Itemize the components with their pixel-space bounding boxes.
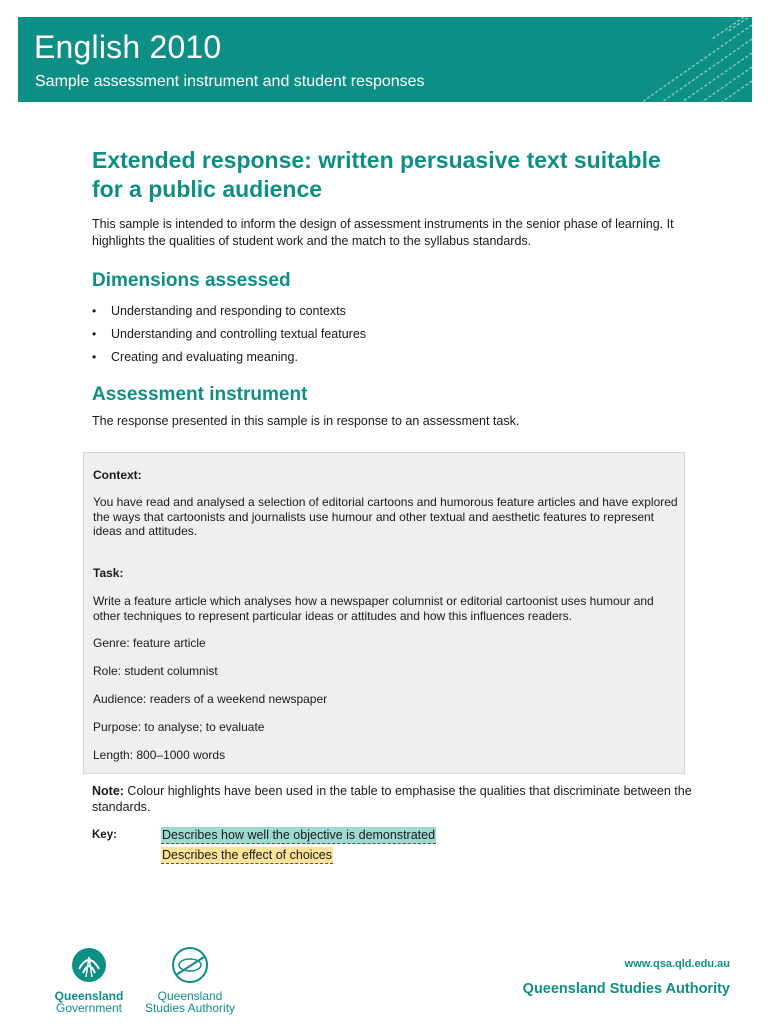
banner-stripes-decoration [632, 17, 752, 102]
purpose-text: Purpose: to analyse; to evaluate [93, 720, 265, 734]
qsa-line2: Studies Authority [144, 1001, 236, 1015]
qsa-line1: Queensland [157, 989, 223, 1003]
footer-org-name: Queensland Studies Authority [522, 981, 730, 997]
key-item-effect: Describes the effect of choices [162, 848, 332, 862]
qg-line1: Queensland [54, 989, 124, 1003]
note-paragraph [92, 783, 692, 815]
genre-text: Genre: feature article [93, 636, 206, 650]
qsa-logo [140, 945, 240, 1015]
note-text: Colour highlights have been used in the table to emphasise the qualities that discriminate between the standards. [92, 784, 692, 814]
main-heading: Extended response: written persuasive text suitable for a public audience [92, 147, 661, 202]
note-label: Note: [92, 784, 124, 798]
header-banner [18, 17, 752, 102]
task-label: Task: [93, 566, 124, 580]
role-text: Role: student columnist [93, 664, 218, 678]
bullet-icon: • [92, 304, 97, 318]
context-label: Context: [93, 468, 142, 482]
list-item: • Understanding and responding to contexts [92, 300, 366, 323]
dimensions-list [92, 300, 366, 369]
assessment-intro: The response presented in this sample is in response to an assessment task. [92, 414, 520, 428]
audience-text: Audience: readers of a weekend newspaper [93, 692, 328, 706]
dimensions-heading: Dimensions assessed [92, 270, 291, 291]
assessment-heading: Assessment instrument [92, 384, 308, 405]
task-text: Write a feature article which analyses how a newspaper columnist or editorial cartoonist uses humour and other techniques to represent particular ideas or attitudes and how this influences readers. [93, 594, 654, 623]
length-text: Length: 800–1000 words [93, 748, 226, 762]
key-item-objective: Describes how well the objective is demonstrated [162, 828, 436, 842]
qg-line2: Government [55, 1001, 123, 1015]
qsa-emblem-icon [168, 945, 212, 985]
task-box [83, 452, 685, 774]
list-item: • Creating and evaluating meaning. [92, 346, 366, 369]
intro-paragraph: This sample is intended to inform the design of assessment instruments in the senior phase of learning. It highlights the qualities of student work and the match to the syllabus standards. [92, 217, 674, 248]
footer-url-link[interactable]: www.qsa.qld.edu.au [624, 958, 730, 970]
queensland-government-logo [48, 945, 130, 1015]
document-title: English 2010 [34, 29, 222, 65]
bullet-icon: • [92, 350, 97, 364]
document-subtitle: Sample assessment instrument and student responses [35, 73, 425, 90]
key-label: Key: [92, 829, 117, 841]
bullet-icon: • [92, 327, 97, 341]
qg-emblem-icon [69, 945, 109, 985]
list-item: • Understanding and controlling textual features [92, 323, 366, 346]
context-text: You have read and analysed a selection of editorial cartoons and humorous feature articles and have explored the ways that cartoonists and journalists use humour and other textual and aesthetic features to represent ideas and attitudes. [93, 495, 678, 538]
